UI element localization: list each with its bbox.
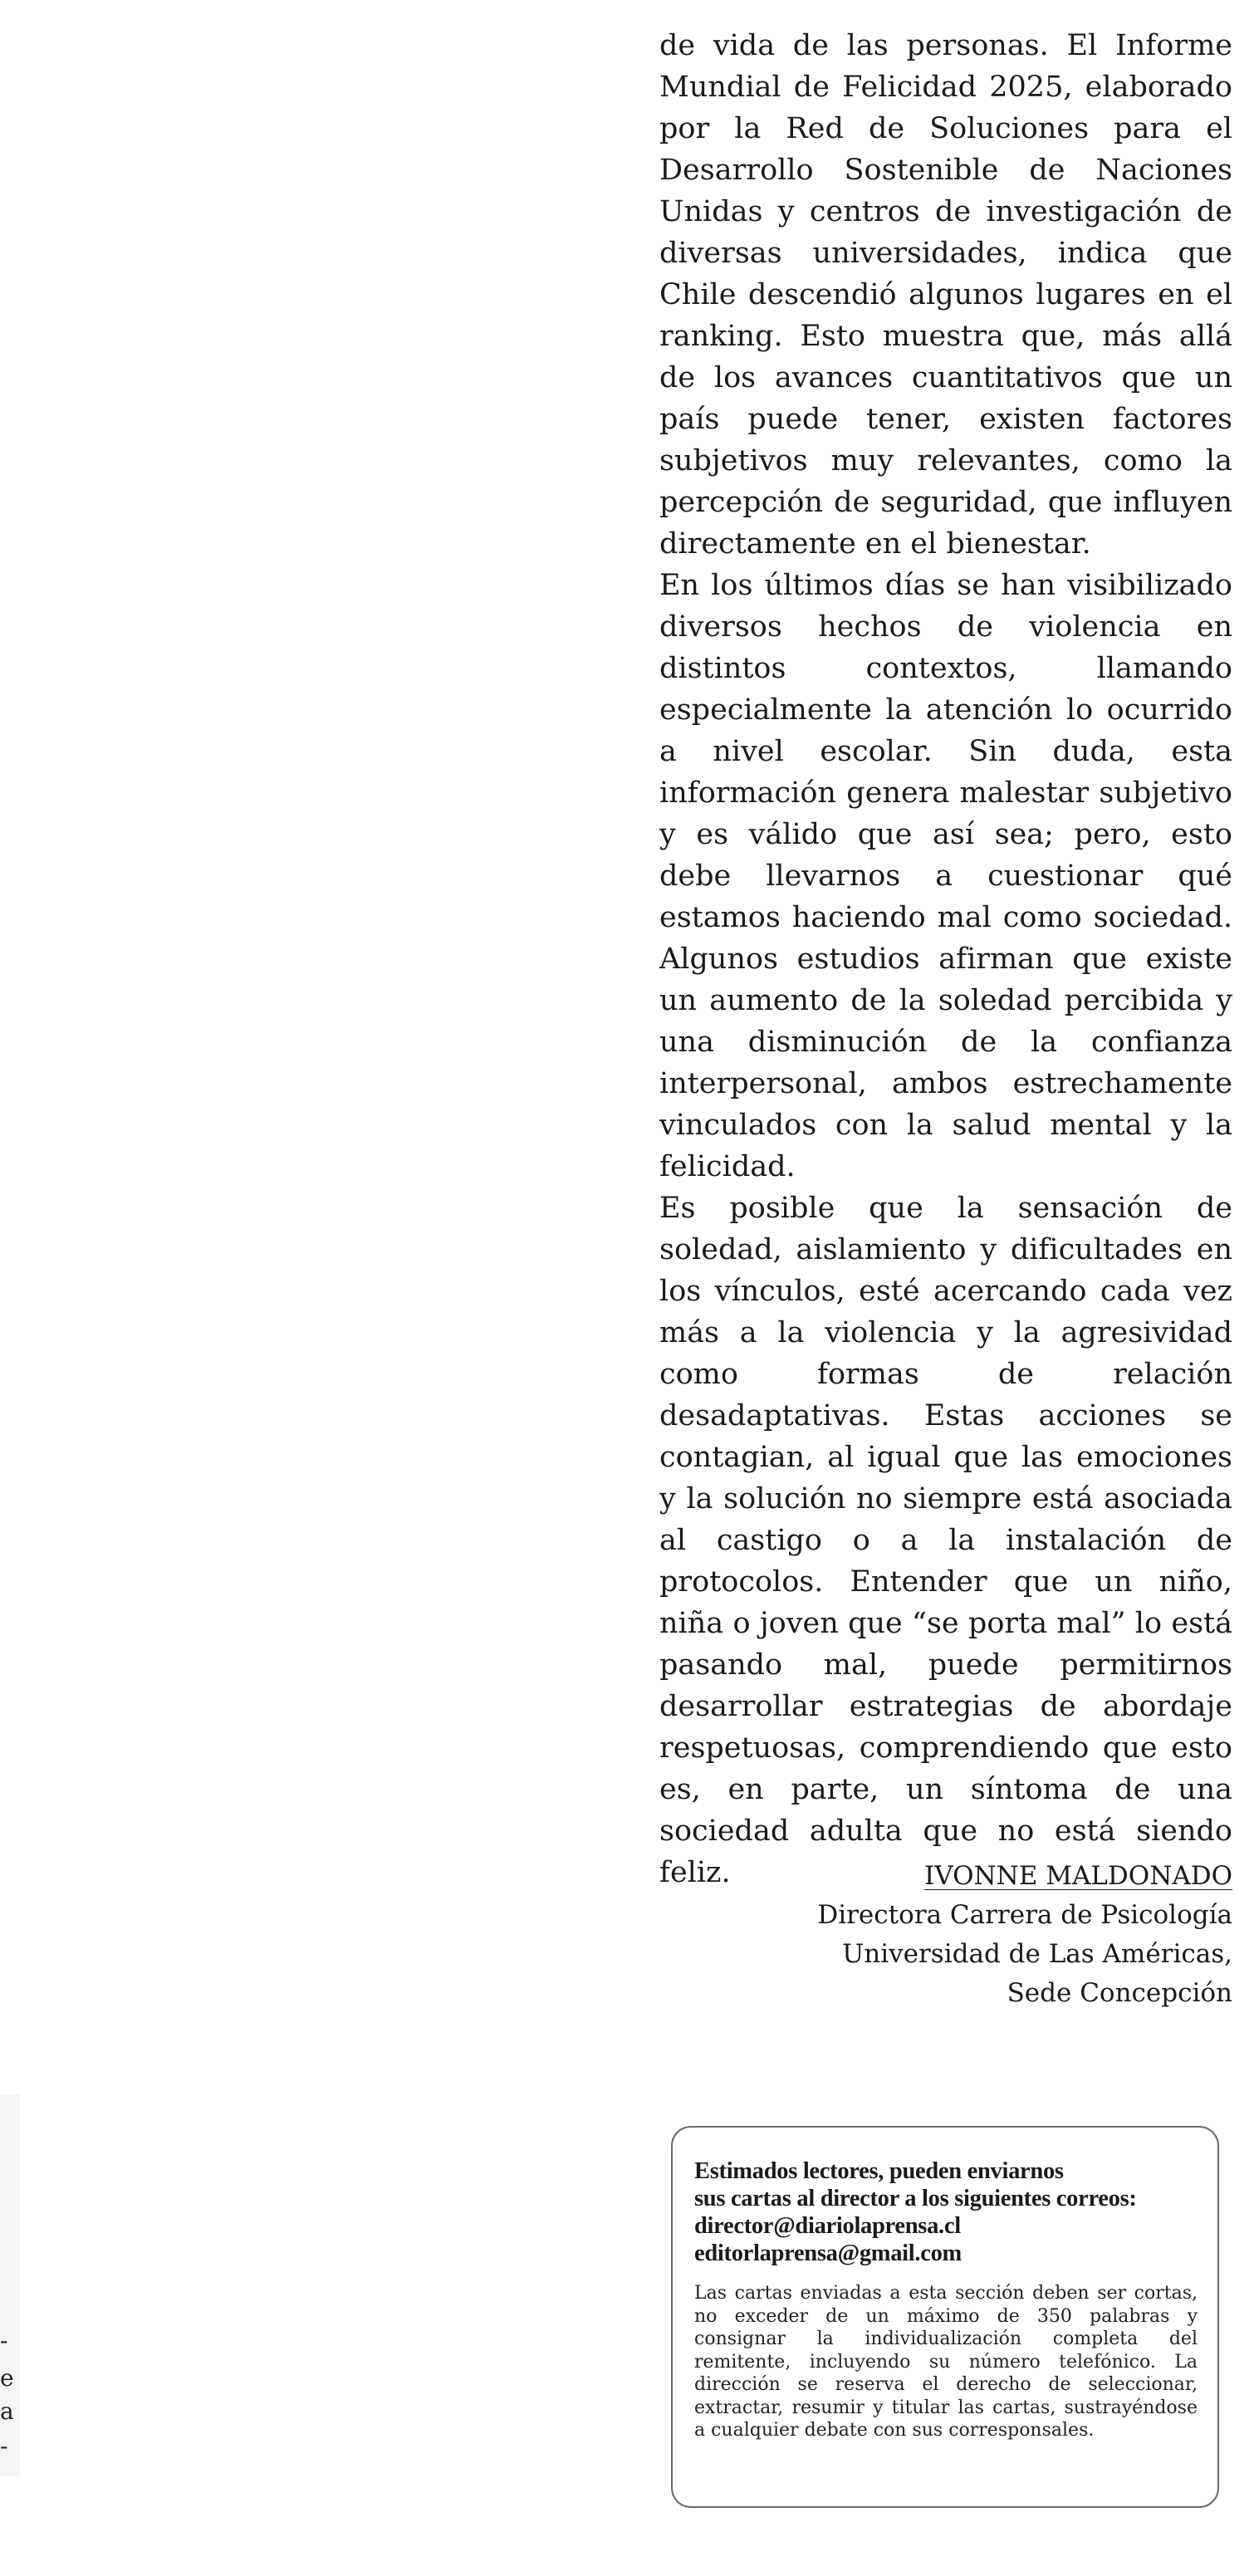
- notice-heading-line: sus cartas al director a los siguientes correos:: [694, 2186, 1137, 2211]
- letters-notice-box: [671, 2126, 1219, 2508]
- author-signature: [817, 1857, 1232, 2013]
- notice-body: Las cartas enviadas a esta sección deben ser cortas, no exceder de un máximo de 350 palabras y consignar la individualización completa del remitente, incluyendo su número telefónico. La dirección se reserva el derecho de seleccionar, extractar, resumir y titular las cartas, sustrayéndose a cualquier debate con sus corresponsales.: [694, 2283, 1198, 2441]
- author-institution: Universidad de Las Américas,: [842, 1939, 1232, 1969]
- fragment-char: a: [0, 2397, 14, 2425]
- fragment-char: -: [0, 2327, 8, 2354]
- article-column: [659, 25, 1232, 1893]
- notice-heading-line: Estimados lectores, pueden enviarnos: [694, 2158, 1064, 2184]
- director-email: director@diariolaprensa.cl: [694, 2213, 961, 2239]
- article-paragraph-3: Es posible que la sensación de soledad, aislamiento y dificultades en los vínculos, esté acercando cada vez más a la violencia y la agresividad como formas de relación desadaptativas. Estas acciones se contagian, al igual que las emociones y la solución no siempre está asociada al castigo o a la instalación de protocolos. Entender que un niño, niña o joven que “se porta mal” lo está pasando mal, puede permitirnos desarrollar estrategias de abordaje respetuosas, comprendiendo que esto es, en parte, un síntoma de una sociedad adulta que no está siendo feliz.: [659, 1192, 1232, 1889]
- author-name: IVONNE MALDONADO: [923, 1861, 1232, 1891]
- article-paragraph-2: En los últimos días se han visibilizado diversos hechos de violencia en distintos contextos, llamando especialmente la atención lo ocurrido a nivel escolar. Sin duda, esta información genera malestar subjetivo y es válido que así sea; pero, esto debe llevarnos a cuestionar qué estamos haciendo mal como sociedad. Algunos estudios afirman que existe un aumento de la soledad percibida y una disminución de la confianza interpersonal, ambos estrechamente vinculados con la salud mental y la felicidad.: [659, 569, 1232, 1183]
- fragment-char: e: [0, 2364, 14, 2392]
- author-campus: Sede Concepción: [1007, 1978, 1232, 2008]
- fragment-char: -: [0, 2432, 8, 2460]
- author-title: Directora Carrera de Psicología: [817, 1900, 1232, 1930]
- adjacent-column-fragment: [0, 2094, 20, 2476]
- article-paragraph-1: de vida de las personas. El Informe Mundial de Felicidad 2025, elaborado por la Red de Soluciones para el Desarrollo Sostenible de Naciones Unidas y centros de investigación de diversas universidades, indica que Chile descendió algunos lugares en el ranking. Esto muestra que, más allá de los avances cuantitativos que un país puede tener, existen factores subjetivos muy relevantes, como la percepción de seguridad, que influyen directamente en el bienestar.: [659, 29, 1232, 561]
- editor-email: editorlaprensa@gmail.com: [694, 2241, 962, 2266]
- notice-heading: [694, 2157, 1198, 2267]
